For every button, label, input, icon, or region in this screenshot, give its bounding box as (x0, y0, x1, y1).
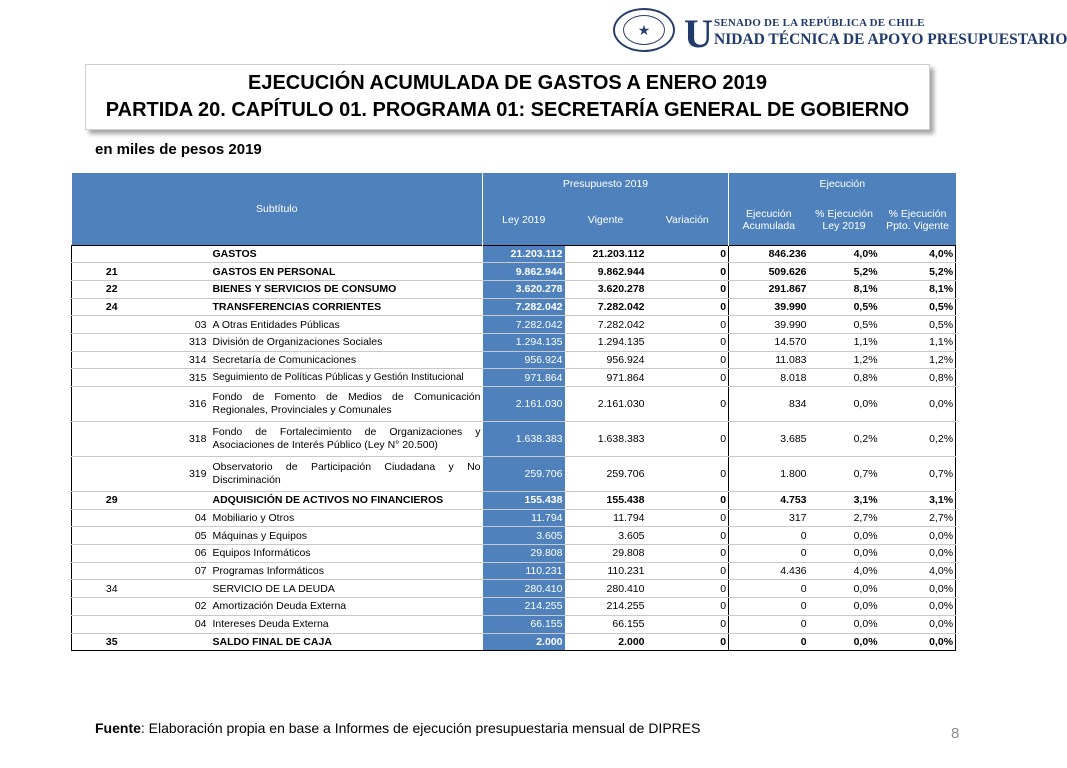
cell-name: SALDO FINAL DE CAJA (210, 633, 483, 651)
page-number: 8 (951, 725, 960, 742)
cell-item: 318 (152, 422, 210, 457)
cell-vigente: 11.794 (565, 509, 647, 527)
cell-item: 07 (152, 562, 210, 580)
cell-vigente: 21.203.112 (565, 245, 647, 263)
cell-ejecucion: 0 (729, 580, 809, 598)
cell-ley: 214.255 (483, 598, 565, 616)
cell-ejecucion: 509.626 (729, 263, 809, 281)
cell-ley: 2.161.030 (483, 387, 565, 422)
cell-pct-ley: 0,2% (809, 422, 880, 457)
cell-subtitulo (72, 527, 152, 545)
cell-pct-vigente: 0,0% (880, 527, 956, 545)
table-row (72, 615, 956, 633)
cell-pct-ley: 1,1% (809, 333, 880, 351)
cell-vigente: 3.605 (565, 527, 647, 545)
cell-ley: 7.282.042 (483, 316, 565, 334)
source-label: Fuente (95, 720, 141, 736)
brand-unit-line: NIDAD TÉCNICA DE APOYO PRESUPUESTARIO (714, 31, 1067, 48)
cell-pct-vigente: 0,2% (880, 422, 956, 457)
source-note (95, 720, 700, 736)
cell-variacion: 0 (647, 369, 729, 387)
cell-ley: 66.155 (483, 615, 565, 633)
cell-name: GASTOS (210, 245, 483, 263)
cell-pct-ley: 0,7% (809, 457, 880, 492)
cell-ejecucion: 834 (729, 387, 809, 422)
cell-ley: 971.864 (483, 369, 565, 387)
cell-variacion: 0 (647, 333, 729, 351)
cell-pct-vigente: 1,1% (880, 333, 956, 351)
cell-name: GASTOS EN PERSONAL (210, 263, 483, 281)
cell-pct-vigente: 0,8% (880, 369, 956, 387)
table-row (72, 509, 956, 527)
cell-subtitulo (72, 562, 152, 580)
cell-name: Seguimiento de Políticas Públicas y Gestión Institucional (210, 369, 483, 387)
cell-variacion: 0 (647, 457, 729, 492)
cell-variacion: 0 (647, 263, 729, 281)
cell-vigente: 3.620.278 (565, 280, 647, 298)
cell-variacion: 0 (647, 422, 729, 457)
cell-subtitulo (72, 509, 152, 527)
cell-subtitulo (72, 615, 152, 633)
cell-pct-vigente: 3,1% (880, 492, 956, 510)
table-row (72, 527, 956, 545)
cell-vigente: 2.000 (565, 633, 647, 651)
cell-ley: 259.706 (483, 457, 565, 492)
cell-pct-vigente: 8,1% (880, 280, 956, 298)
cell-pct-ley: 0,0% (809, 387, 880, 422)
cell-pct-vigente: 0,5% (880, 298, 956, 316)
header-ley-2019: Ley 2019 (483, 195, 565, 245)
cell-item: 319 (152, 457, 210, 492)
table-row (72, 351, 956, 369)
cell-ejecucion: 846.236 (729, 245, 809, 263)
cell-pct-ley: 0,0% (809, 633, 880, 651)
table-row (72, 263, 956, 281)
brand-senate-line: SENADO DE LA REPÚBLICA DE CHILE (714, 17, 925, 29)
cell-subtitulo: 24 (72, 298, 152, 316)
cell-pct-vigente: 0,0% (880, 633, 956, 651)
cell-ley: 29.808 (483, 545, 565, 563)
header-ejecucion: Ejecución (729, 173, 956, 195)
cell-subtitulo (72, 316, 152, 334)
source-text: : Elaboración propia en base a Informes de ejecución presupuestaria mensual de DIPRES (140, 720, 701, 736)
cell-ejecucion: 1.800 (729, 457, 809, 492)
seal-emblem: ★ (623, 15, 665, 45)
cell-vigente: 66.155 (565, 615, 647, 633)
cell-name: Amortización Deuda Externa (210, 598, 483, 616)
cell-vigente: 110.231 (565, 562, 647, 580)
table-row (72, 545, 956, 563)
cell-item (152, 492, 210, 510)
cell-ejecucion: 291.867 (729, 280, 809, 298)
cell-item: 316 (152, 387, 210, 422)
cell-vigente: 7.282.042 (565, 298, 647, 316)
table-row (72, 598, 956, 616)
header-ejecucion-acumulada: Ejecución Acumulada (729, 195, 809, 245)
title-line-1: EJECUCIÓN ACUMULADA DE GASTOS A ENERO 2019 (248, 72, 767, 94)
cell-vigente: 9.862.944 (565, 263, 647, 281)
budget-execution-table (71, 173, 956, 651)
cell-pct-vigente: 0,0% (880, 598, 956, 616)
cell-name: Programas Informáticos (210, 562, 483, 580)
title-line-2: PARTIDA 20. CAPÍTULO 01. PROGRAMA 01: SECRETARÍA GENERAL DE GOBIERNO (105, 99, 910, 121)
header-subtitulo: Subtítulo (72, 173, 483, 245)
cell-pct-vigente: 2,7% (880, 509, 956, 527)
cell-name: A Otras Entidades Públicas (210, 316, 483, 334)
cell-ejecucion: 39.990 (729, 316, 809, 334)
cell-name: BIENES Y SERVICIOS DE CONSUMO (210, 280, 483, 298)
cell-ejecucion: 0 (729, 615, 809, 633)
cell-subtitulo (72, 369, 152, 387)
cell-item: 314 (152, 351, 210, 369)
cell-variacion: 0 (647, 527, 729, 545)
table-body (72, 245, 956, 651)
cell-pct-ley: 0,5% (809, 298, 880, 316)
cell-pct-ley: 2,7% (809, 509, 880, 527)
cell-vigente: 7.282.042 (565, 316, 647, 334)
cell-vigente: 280.410 (565, 580, 647, 598)
cell-item: 313 (152, 333, 210, 351)
table-row (72, 422, 956, 457)
table-row (72, 316, 956, 334)
cell-name: ADQUISICIÓN DE ACTIVOS NO FINANCIEROS (210, 492, 483, 510)
cell-variacion: 0 (647, 387, 729, 422)
cell-vigente: 259.706 (565, 457, 647, 492)
cell-variacion: 0 (647, 545, 729, 563)
cell-item (152, 633, 210, 651)
cell-subtitulo: 22 (72, 280, 152, 298)
cell-ejecucion: 0 (729, 527, 809, 545)
table-row (72, 245, 956, 263)
cell-pct-vigente: 4,0% (880, 245, 956, 263)
cell-name: Observatorio de Participación Ciudadana y No Discriminación (210, 457, 483, 492)
cell-ejecucion: 4.753 (729, 492, 809, 510)
cell-subtitulo (72, 598, 152, 616)
cell-ejecucion: 39.990 (729, 298, 809, 316)
cell-pct-vigente: 4,0% (880, 562, 956, 580)
cell-ejecucion: 317 (729, 509, 809, 527)
cell-subtitulo (72, 351, 152, 369)
cell-item: 315 (152, 369, 210, 387)
cell-ejecucion: 14.570 (729, 333, 809, 351)
cell-pct-ley: 4,0% (809, 562, 880, 580)
cell-ley: 7.282.042 (483, 298, 565, 316)
cell-ejecucion: 0 (729, 633, 809, 651)
cell-variacion: 0 (647, 598, 729, 616)
cell-pct-vigente: 1,2% (880, 351, 956, 369)
brand-initial: U (684, 11, 713, 56)
cell-ley: 956.924 (483, 351, 565, 369)
cell-vigente: 1.638.383 (565, 422, 647, 457)
cell-subtitulo: 34 (72, 580, 152, 598)
table-row (72, 457, 956, 492)
cell-item: 06 (152, 545, 210, 563)
cell-vigente: 1.294.135 (565, 333, 647, 351)
cell-item (152, 263, 210, 281)
cell-subtitulo: 21 (72, 263, 152, 281)
cell-pct-vigente: 0,0% (880, 615, 956, 633)
cell-variacion: 0 (647, 615, 729, 633)
cell-name: TRANSFERENCIAS CORRIENTES (210, 298, 483, 316)
unit-logo (684, 11, 1067, 56)
cell-subtitulo (72, 457, 152, 492)
cell-item: 02 (152, 598, 210, 616)
cell-name: SERVICIO DE LA DEUDA (210, 580, 483, 598)
cell-ejecucion: 8.018 (729, 369, 809, 387)
cell-name: Secretaría de Comunicaciones (210, 351, 483, 369)
cell-variacion: 0 (647, 562, 729, 580)
header-presupuesto: Presupuesto 2019 (483, 173, 729, 195)
cell-pct-vigente: 0,7% (880, 457, 956, 492)
header-pct-ejecucion-ley: % Ejecución Ley 2019 (809, 195, 880, 245)
cell-ley: 1.294.135 (483, 333, 565, 351)
cell-name: Máquinas y Equipos (210, 527, 483, 545)
table-row (72, 298, 956, 316)
cell-ley: 280.410 (483, 580, 565, 598)
cell-variacion: 0 (647, 298, 729, 316)
header-pct-ejecucion-vigente: % Ejecución Ppto. Vigente (880, 195, 956, 245)
cell-ley: 3.620.278 (483, 280, 565, 298)
cell-name: Equipos Informáticos (210, 545, 483, 563)
cell-item (152, 298, 210, 316)
cell-subtitulo: 29 (72, 492, 152, 510)
table-row (72, 369, 956, 387)
cell-pct-ley: 5,2% (809, 263, 880, 281)
cell-subtitulo: 35 (72, 633, 152, 651)
cell-pct-ley: 0,0% (809, 598, 880, 616)
cell-ejecucion: 3.685 (729, 422, 809, 457)
cell-item (152, 580, 210, 598)
cell-vigente: 29.808 (565, 545, 647, 563)
table-row (72, 492, 956, 510)
cell-variacion: 0 (647, 280, 729, 298)
cell-ley: 1.638.383 (483, 422, 565, 457)
cell-ejecucion: 0 (729, 598, 809, 616)
cell-pct-ley: 3,1% (809, 492, 880, 510)
cell-ejecucion: 11.083 (729, 351, 809, 369)
cell-vigente: 956.924 (565, 351, 647, 369)
cell-item: 05 (152, 527, 210, 545)
cell-pct-vigente: 0,0% (880, 545, 956, 563)
cell-ley: 2.000 (483, 633, 565, 651)
header-vigente: Vigente (565, 195, 647, 245)
table-row (72, 562, 956, 580)
table-row (72, 280, 956, 298)
cell-pct-ley: 4,0% (809, 245, 880, 263)
cell-ejecucion: 0 (729, 545, 809, 563)
cell-ley: 11.794 (483, 509, 565, 527)
cell-ley: 155.438 (483, 492, 565, 510)
cell-pct-vigente: 0,0% (880, 580, 956, 598)
cell-vigente: 971.864 (565, 369, 647, 387)
cell-variacion: 0 (647, 245, 729, 263)
cell-pct-ley: 0,0% (809, 527, 880, 545)
cell-ley: 21.203.112 (483, 245, 565, 263)
cell-pct-ley: 0,0% (809, 615, 880, 633)
cell-item: 04 (152, 509, 210, 527)
cell-variacion: 0 (647, 492, 729, 510)
table-row (72, 333, 956, 351)
cell-pct-ley: 0,0% (809, 580, 880, 598)
cell-item (152, 245, 210, 263)
cell-name: Intereses Deuda Externa (210, 615, 483, 633)
cell-vigente: 214.255 (565, 598, 647, 616)
cell-subtitulo (72, 333, 152, 351)
cell-pct-ley: 0,8% (809, 369, 880, 387)
cell-pct-ley: 8,1% (809, 280, 880, 298)
cell-variacion: 0 (647, 316, 729, 334)
cell-pct-ley: 0,5% (809, 316, 880, 334)
cell-name: Fondo de Fortalecimiento de Organizaciones y Asociaciones de Interés Público (Ley N° 20.500) (210, 422, 483, 457)
cell-ley: 9.862.944 (483, 263, 565, 281)
senate-seal-logo (613, 8, 675, 52)
cell-subtitulo (72, 387, 152, 422)
cell-name: Mobiliario y Otros (210, 509, 483, 527)
units-subtitle: en miles de pesos 2019 (95, 141, 262, 158)
cell-pct-vigente: 0,0% (880, 387, 956, 422)
cell-item (152, 280, 210, 298)
cell-vigente: 155.438 (565, 492, 647, 510)
cell-pct-ley: 0,0% (809, 545, 880, 563)
cell-name: División de Organizaciones Sociales (210, 333, 483, 351)
cell-subtitulo (72, 422, 152, 457)
cell-ley: 110.231 (483, 562, 565, 580)
table-row (72, 387, 956, 422)
cell-variacion: 0 (647, 580, 729, 598)
cell-item: 04 (152, 615, 210, 633)
table-row (72, 580, 956, 598)
cell-pct-vigente: 0,5% (880, 316, 956, 334)
cell-subtitulo (72, 545, 152, 563)
cell-variacion: 0 (647, 509, 729, 527)
cell-ejecucion: 4.436 (729, 562, 809, 580)
cell-variacion: 0 (647, 351, 729, 369)
cell-item: 03 (152, 316, 210, 334)
table-row (72, 633, 956, 651)
cell-variacion: 0 (647, 633, 729, 651)
cell-pct-vigente: 5,2% (880, 263, 956, 281)
title-box (85, 64, 930, 130)
cell-pct-ley: 1,2% (809, 351, 880, 369)
cell-name: Fondo de Fomento de Medios de Comunicación Regionales, Provinciales y Comunales (210, 387, 483, 422)
header-variacion: Variación (647, 195, 729, 245)
cell-ley: 3.605 (483, 527, 565, 545)
cell-vigente: 2.161.030 (565, 387, 647, 422)
cell-subtitulo (72, 245, 152, 263)
